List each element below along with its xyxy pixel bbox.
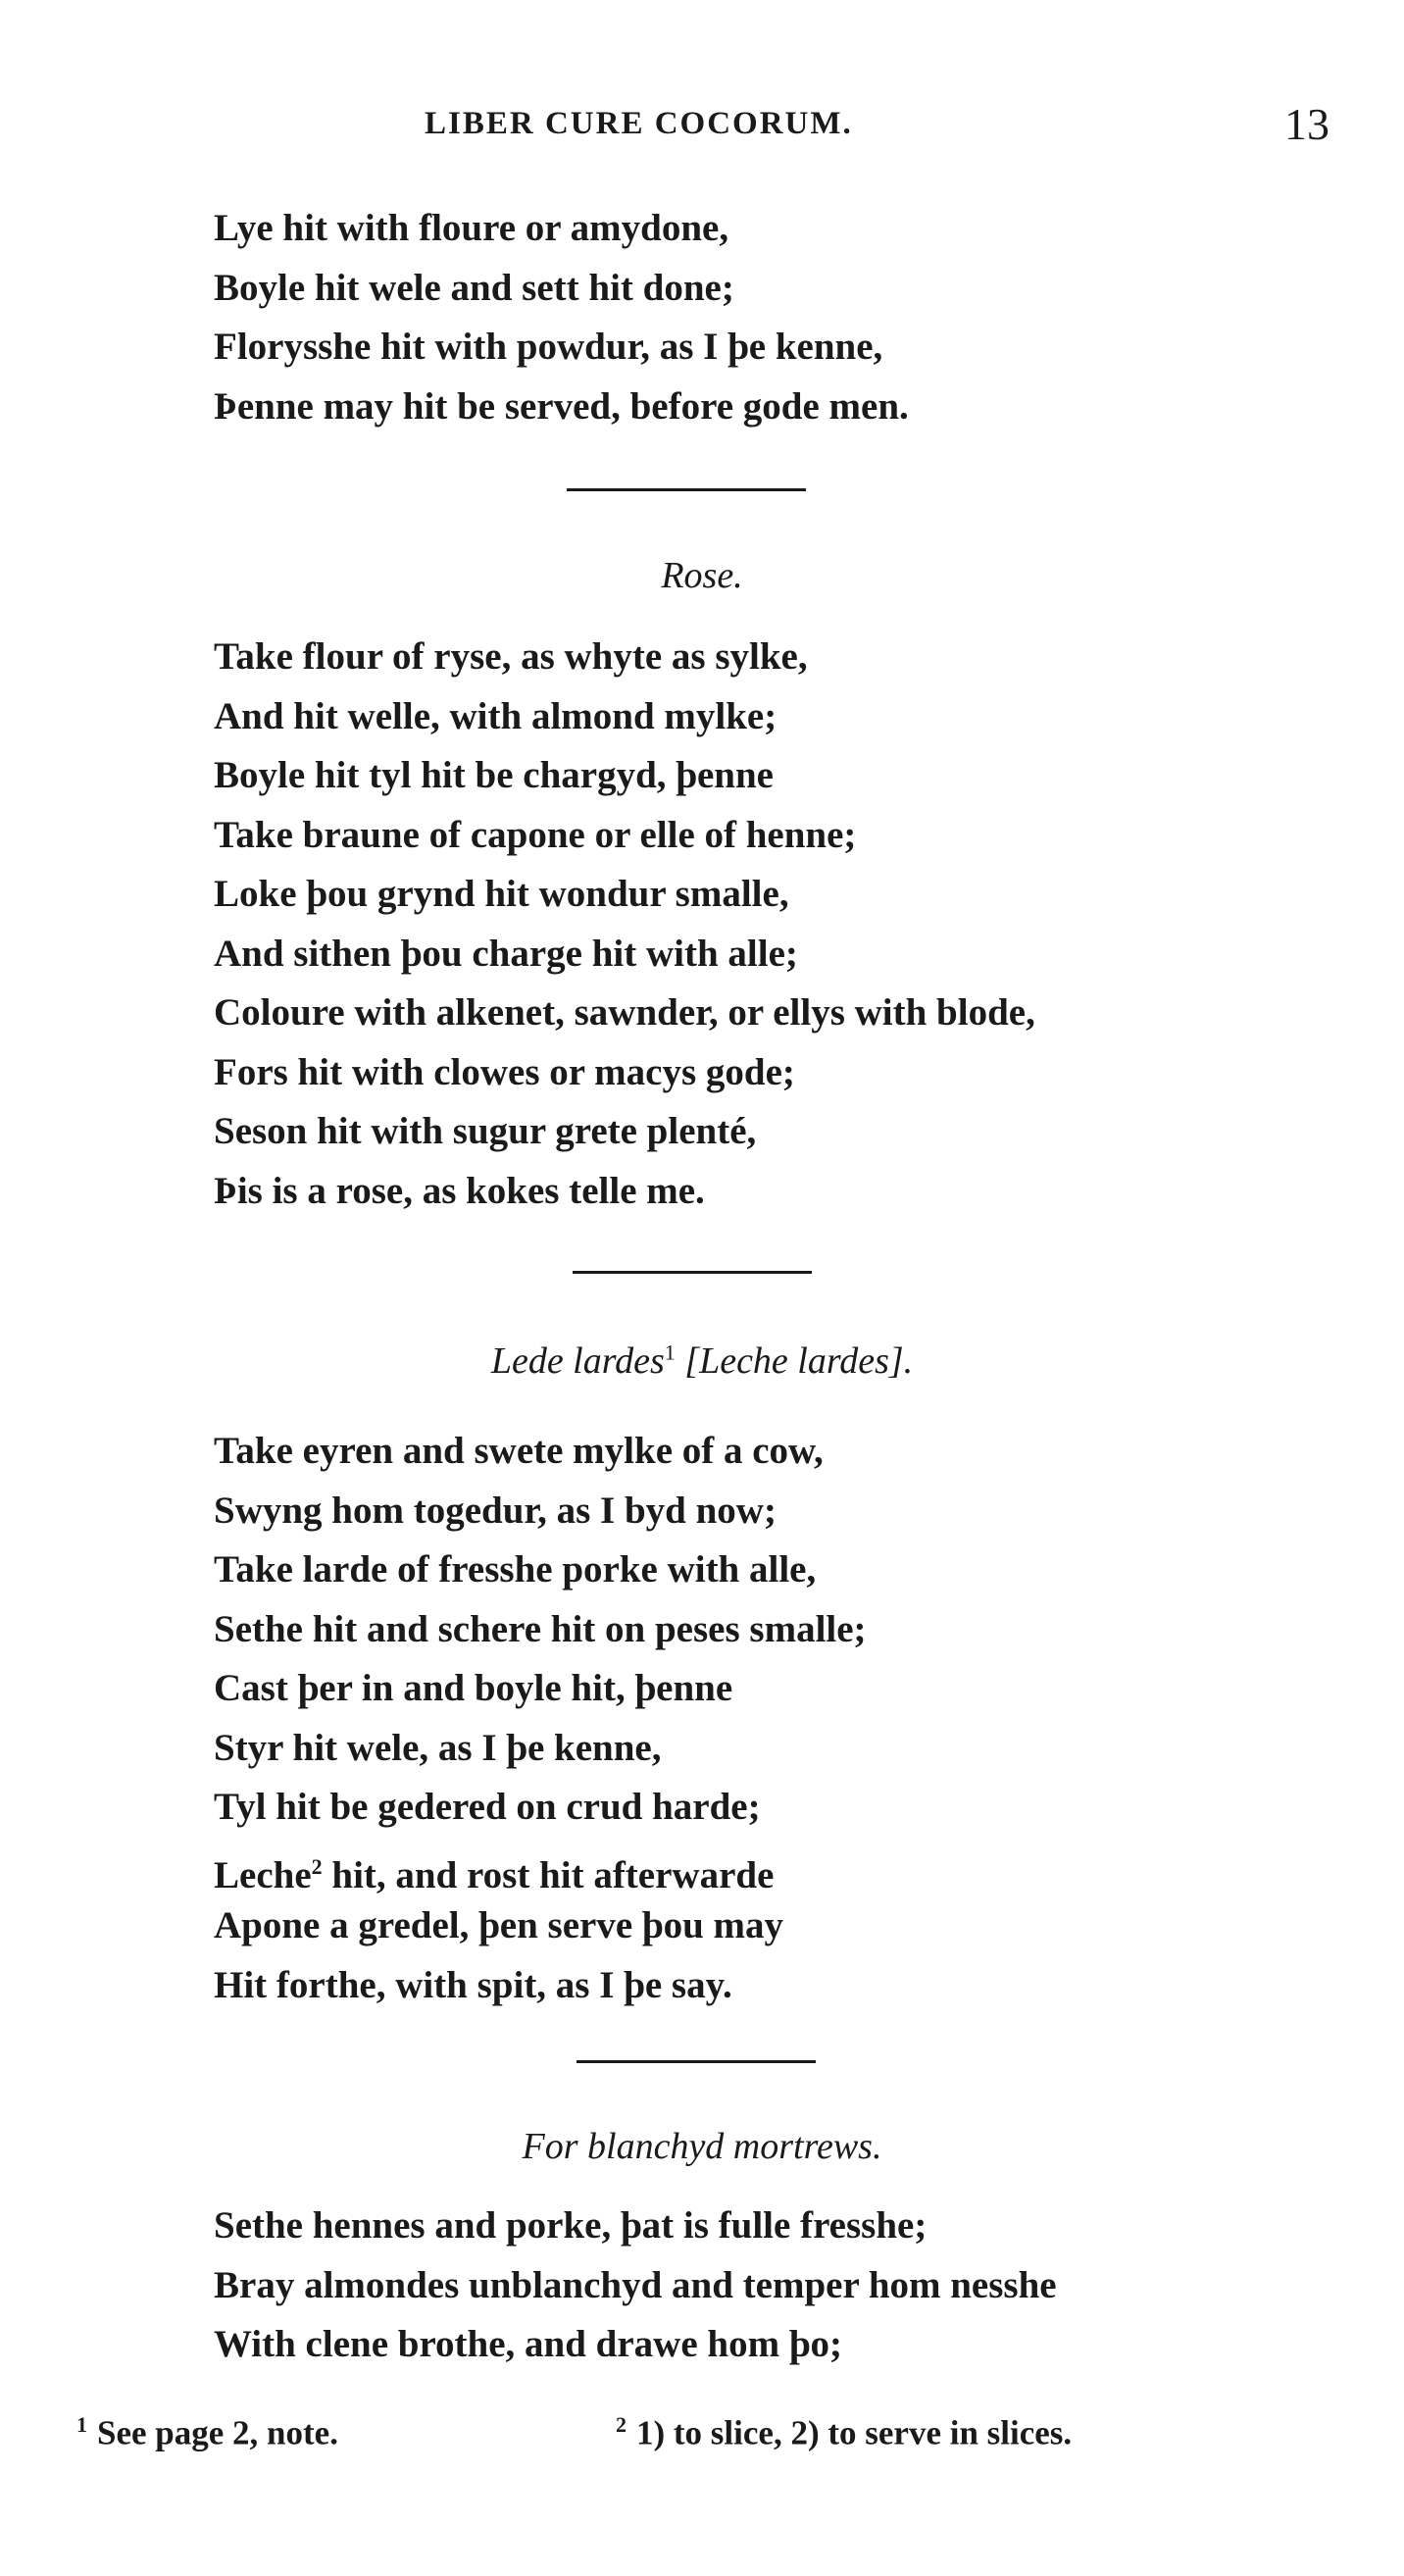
verse-line: Apone a gredel, þen serve þou may	[214, 1904, 784, 1946]
verse-line: And sithen þou charge hit with alle;	[214, 932, 798, 975]
footnote-ref: 2	[311, 1853, 323, 1879]
verse-line: Hit forthe, with spit, as I þe say.	[214, 1963, 732, 2006]
recipe-rose	[214, 628, 1035, 1221]
section-divider	[577, 2060, 816, 2063]
verse-line: Take braune of capone or elle of henne;	[214, 813, 857, 856]
footnote-1	[76, 2412, 338, 2453]
verse-line: Boyle hit wele and sett hit done;	[214, 266, 734, 309]
heading-title: Lede lardes	[490, 1340, 665, 1382]
verse-line: Lye hit with floure or amydone,	[214, 207, 729, 249]
verse-line: With clene brothe, and drawe hom þo;	[214, 2323, 843, 2365]
section-divider	[573, 1271, 812, 1274]
verse-line	[214, 1838, 867, 1897]
verse-line: Bray almondes unblanchyd and temper hom nesshe	[214, 2263, 1057, 2306]
page-header	[0, 98, 1404, 157]
footnote-ref: 1	[664, 1339, 676, 1365]
verse-line: Seson hit with sugur grete plenté,	[214, 1110, 757, 1152]
verse-line: Take larde of fresshe porke with alle,	[214, 1548, 817, 1591]
verse-line: Sethe hit and schere hit on peses smalle;	[214, 1607, 867, 1650]
heading-gloss: [Leche lardes].	[684, 1340, 914, 1382]
footnote-mark: 2	[616, 2412, 627, 2437]
verse-line: Take flour of ryse, as whyte as sylke,	[214, 635, 808, 678]
section-heading-rose: Rose.	[661, 555, 743, 596]
verse-line: Fors hit with clowes or macys gode;	[214, 1050, 795, 1093]
verse-line: And hit welle, with almond mylke;	[214, 694, 777, 737]
section-heading-lede-lardes	[0, 1339, 1404, 1383]
verse-line: Boyle hit tyl hit be chargyd, þenne	[214, 754, 774, 796]
section-divider	[567, 488, 806, 491]
verse-line: Florysshe hit with powdur, as I þe kenne,	[214, 326, 883, 368]
running-title: LIBER CURE COCORUM.	[425, 106, 853, 141]
verse-line: Tyl hit be gedered on crud harde;	[214, 1786, 761, 1828]
verse-line: Take eyren and swete mylke of a cow,	[214, 1430, 824, 1472]
footnotes	[0, 2412, 1404, 2471]
line-rest: hit, and rost hit afterwarde	[322, 1853, 775, 1896]
verse-line: Swyng hom togedur, as I byd now;	[214, 1489, 777, 1532]
recipe-lede-lardes	[214, 1422, 867, 2015]
line-start: Leche	[214, 1853, 312, 1896]
verse-line: Styr hit wele, as I þe kenne,	[214, 1726, 662, 1769]
verse-line: Þenne may hit be served, before gode men.	[214, 384, 909, 428]
verse-line: Cast þer in and boyle hit, þenne	[214, 1667, 733, 1709]
intro-verse	[214, 199, 909, 436]
footnote-2	[616, 2412, 1072, 2453]
recipe-blanchyd-mortrews	[214, 2197, 1057, 2375]
section-heading-blanchyd-mortrews: For blanchyd mortrews.	[522, 2126, 882, 2167]
verse-line: Loke þou grynd hit wondur smalle,	[214, 873, 789, 915]
footnote-text: See page 2, note.	[97, 2413, 338, 2452]
page-number: 13	[1284, 99, 1329, 149]
footnote-mark: 1	[76, 2412, 87, 2437]
verse-line: Þis is a rose, as kokes telle me.	[214, 1169, 705, 1212]
verse-line: Sethe hennes and porke, þat is fulle fresshe;	[214, 2204, 928, 2247]
verse-line: Coloure with alkenet, sawnder, or ellys with blode,	[214, 991, 1035, 1034]
footnote-text: 1) to slice, 2) to serve in slices.	[636, 2413, 1073, 2452]
